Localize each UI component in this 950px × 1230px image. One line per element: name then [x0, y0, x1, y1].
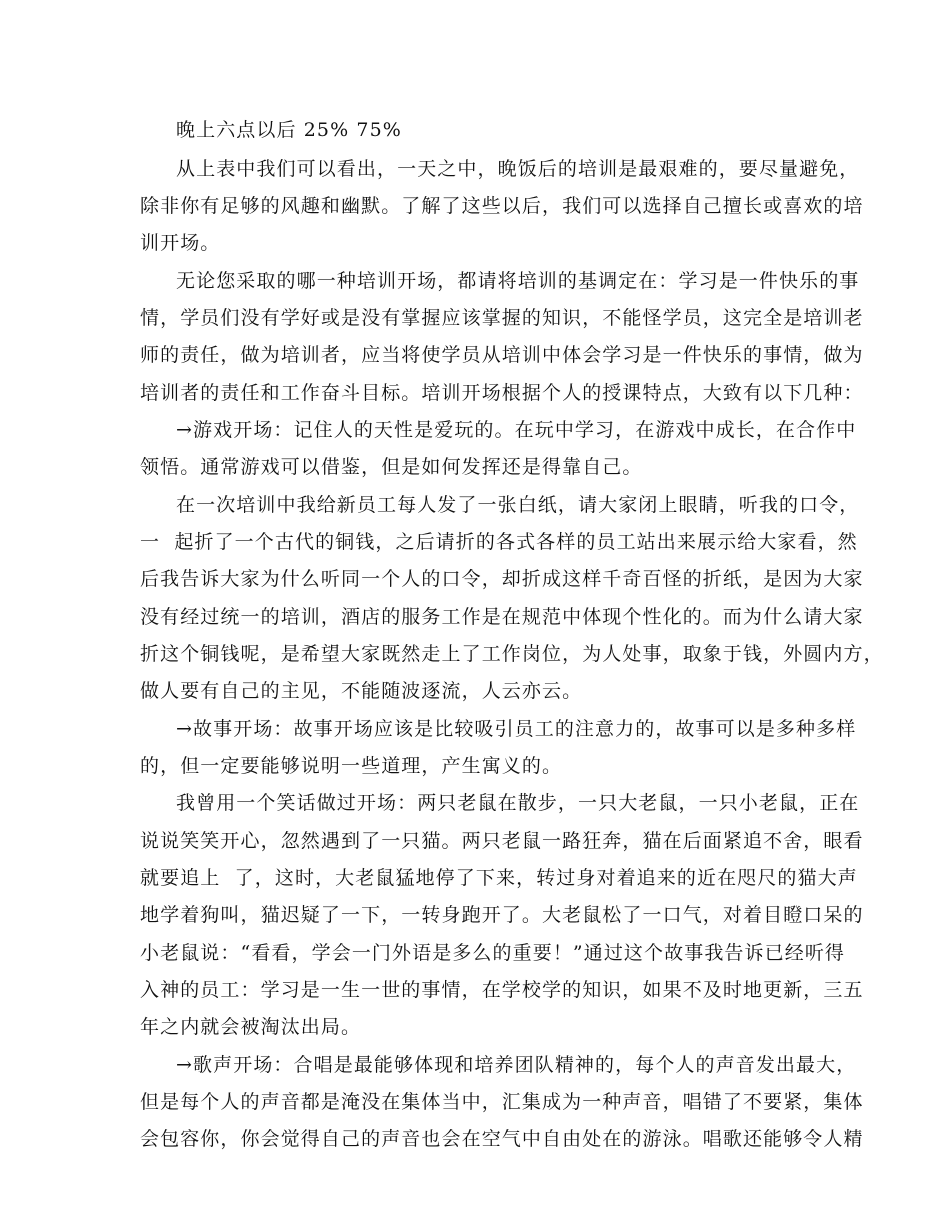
text-line: 就要追上 了，这时，大老鼠猛地停了下来，转过身对着追来的近在咫尺的猫大声 [140, 867, 858, 889]
text-line: 说说笑笑开心，忽然遇到了一只猫。两只老鼠一路狂奔，猫在后面紧追不舍，眼看 [140, 830, 864, 852]
text-line: 会包容你，你会觉得自己的声音也会在空气中自由处在的游泳。唱歌还能够令人精 [140, 1128, 864, 1150]
text-line: 入神的员工：学习是一生一世的事情，在学校学的知识，如果不及时地更新，三五 [140, 979, 864, 1001]
text-line: 一 起折了一个古代的铜钱，之后请折的各式各样的员工站出来展示给大家看，然 [140, 531, 858, 553]
text-line: 我曾用一个笑话做过开场：两只老鼠在散步，一只大老鼠，一只小老鼠，正在 [176, 792, 860, 814]
text-line: 除非你有足够的风趣和幽默。了解了这些以后，我们可以选择自己擅长或喜欢的培 [140, 195, 864, 217]
text-line: 做人要有自己的主见，不能随波逐流，人云亦云。 [140, 680, 583, 702]
text-line: 没有经过统一的培训，酒店的服务工作是在规范中体现个性化的。而为什么请大家 [140, 606, 864, 628]
text-line: 领悟。通常游戏可以借鉴，但是如何发挥还是得靠自己。 [140, 456, 643, 478]
text-line: 无论您采取的哪一种培训开场，都请将培训的基调定在：学习是一件快乐的事 [176, 270, 860, 292]
text-line: →故事开场：故事开场应该是比较吸引员工的注意力的，故事可以是多种多样 [176, 718, 857, 740]
text-line: 培训者的责任和工作奋斗目标。培训开场根据个人的授课特点，大致有以下几种： [140, 382, 864, 404]
text-line: 晚上六点以后 25% 75% [176, 119, 402, 141]
text-line: 但是每个人的声音都是淹没在集体当中，汇集成为一种声音，唱错了不要紧，集体 [140, 1091, 864, 1113]
text-line: →游戏开场：记住人的天性是爱玩的。在玩中学习，在游戏中成长，在合作中 [176, 419, 857, 441]
text-line: 从上表中我们可以看出，一天之中，晚饭后的培训是最艰难的，要尽量避免， [176, 158, 860, 180]
text-line: 年之内就会被淘汰出局。 [140, 1016, 362, 1038]
text-line: 折这个铜钱呢，是希望大家既然走上了工作岗位，为人处事，取象于钱，外圆内方， [140, 643, 884, 665]
text-line: 小老鼠说：“看看，学会一门外语是多么的重要！”通过这个故事我告诉已经听得 [140, 942, 846, 964]
text-line: 情，学员们没有学好或是没有掌握应该掌握的知识，不能怪学员，这完全是培训老 [140, 307, 864, 329]
text-line: →歌声开场：合唱是最能够体现和培养团队精神的，每个人的声音发出最大， [176, 1054, 857, 1076]
text-line: 师的责任，做为培训者，应当将使学员从培训中体会学习是一件快乐的事情，做为 [140, 344, 864, 366]
text-line: 在一次培训中我给新员工每人发了一张白纸，请大家闭上眼睛，听我的口令， [176, 494, 860, 516]
text-line: 地学着狗叫，猫迟疑了一下，一转身跑开了。大老鼠松了一口气，对着目瞪口呆的 [140, 904, 864, 926]
text-line: 训开场。 [140, 232, 221, 254]
text-line: 后我告诉大家为什么听同一个人的口令，却折成这样千奇百怪的折纸，是因为大家 [140, 568, 864, 590]
text-line: 的，但一定要能够说明一些道理，产生寓义的。 [140, 755, 563, 777]
